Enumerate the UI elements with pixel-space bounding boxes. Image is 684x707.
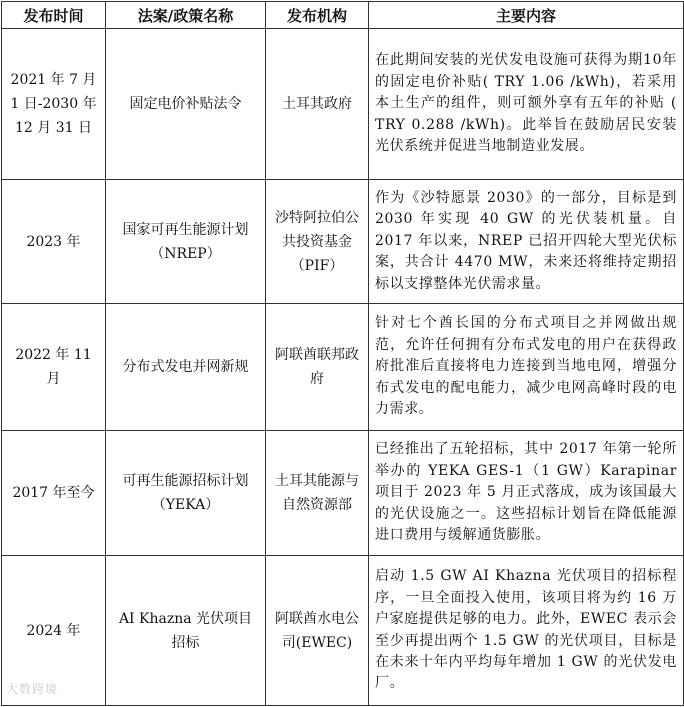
cell-policy-name: 可再生能源招标计划（YEKA）	[106, 431, 266, 556]
header-issuer: 发布机构	[266, 2, 369, 29]
table-row	[2, 180, 684, 304]
cell-time: 2023 年	[2, 180, 106, 304]
cell-time: 2024 年	[2, 556, 106, 706]
cell-main-content: 作为《沙特愿景 2030》的一部分，目标是到 2030 年实现 40 GW 的光伏装机量。自 2017 年以来，NREP 已招开四轮大型光伏标案，共合计 4470 MW，未来还将维持定期招标以支撑整体光伏需求量。	[369, 180, 684, 304]
header-policy-name: 法案/政策名称	[106, 2, 266, 29]
table-row	[2, 556, 684, 706]
cell-main-content: 启动 1.5 GW AI Khazna 光伏项目的招标程序，一旦全面投入使用，该项目将为约 16 万户家庭提供足够的电力。此外，EWEC 表示会至少再提出两个 1.5 GW 的光伏项目，目标是在未来十年内平均每年增加 1 GW 的光伏发电厂。	[369, 556, 684, 706]
cell-main-content: 针对七个酋长国的分布式项目之并网做出规范，允许任何拥有分布式发电的用户在获得政府批准后直接将电力连接到当地电网，增强分布式发电的配电能力，减少电网高峰时段的电力需求。	[369, 304, 684, 431]
cell-issuer: 土耳其能源与自然资源部	[266, 431, 369, 556]
policy-table	[1, 1, 684, 706]
table-row	[2, 431, 684, 556]
cell-issuer: 阿联酋水电公司(EWEC)	[266, 556, 369, 706]
cell-issuer: 土耳其政府	[266, 29, 369, 180]
cell-time: 2022 年 11 月	[2, 304, 106, 431]
cell-main-content: 在此期间安装的光伏发电设施可获得为期10年的固定电价补贴( TRY 1.06 /kWh)，若采用本土生产的组件，则可额外享有五年的补贴 ( TRY 0.288 /kWh)。此举旨在鼓励居民安装光伏系统并促进当地制造业发展。	[369, 29, 684, 180]
cell-policy-name: AI Khazna 光伏项目招标	[106, 556, 266, 706]
table-row	[2, 29, 684, 180]
cell-time: 2017 年至今	[2, 431, 106, 556]
cell-policy-name: 分布式发电并网新规	[106, 304, 266, 431]
cell-policy-name: 固定电价补贴法令	[106, 29, 266, 180]
table-header-row	[2, 2, 684, 29]
cell-issuer: 阿联酋联邦政府	[266, 304, 369, 431]
cell-issuer: 沙特阿拉伯公共投资基金（PIF）	[266, 180, 369, 304]
header-main-content: 主要内容	[369, 2, 684, 29]
table-row	[2, 304, 684, 431]
cell-time: 2021 年 7 月 1 日-2030 年 12 月 31 日	[2, 29, 106, 180]
header-time: 发布时间	[2, 2, 106, 29]
cell-policy-name: 国家可再生能源计划（NREP）	[106, 180, 266, 304]
watermark: 大数跨境	[6, 682, 59, 696]
cell-main-content: 已经推出了五轮招标，其中 2017 年第一轮所举办的 YEKA GES-1（1 GW）Karapinar 项目于 2023 年 5 月正式落成，成为该国最大的光伏设施之一。这些招标计划旨在降低能源进口费用与缓解通货膨胀。	[369, 431, 684, 556]
